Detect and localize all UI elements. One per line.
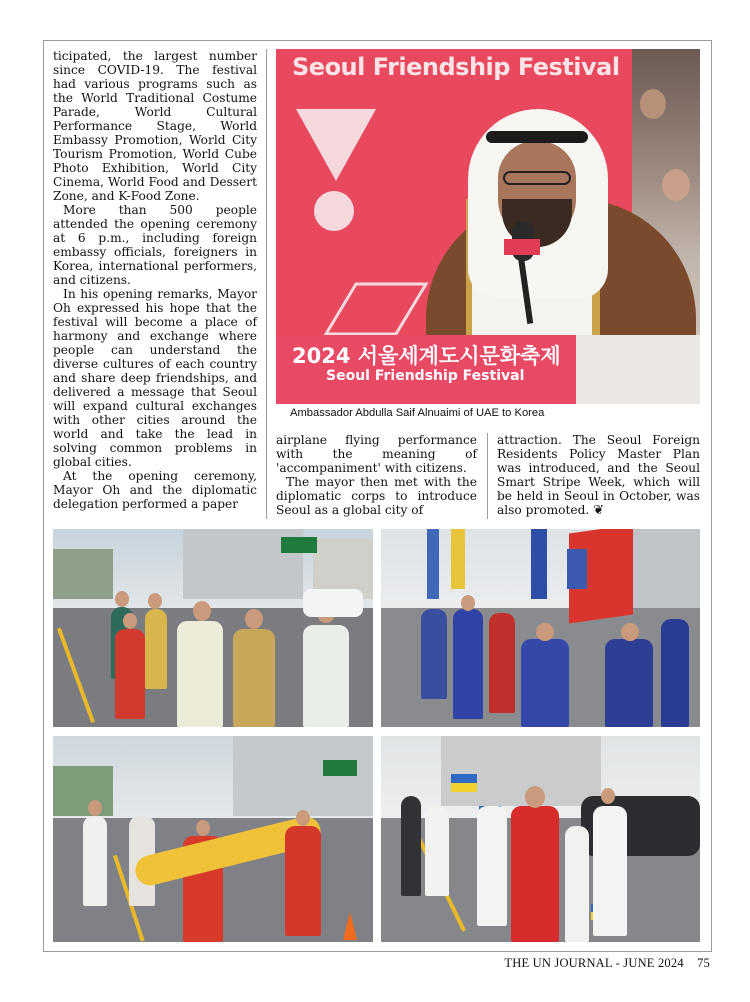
article-column-2 xyxy=(276,433,477,517)
paragraph: In his opening remarks, Mayor Oh expressed his hope that the festival will become a place of harmony and exchange where people can understand the diverse cultures of each country and share deep friendships, and delivered a message that Seoul will expand cultural exchanges with other cities around the world and take the lead in solving common problems in global cities. xyxy=(53,287,257,469)
paragraph: At the opening ceremony, Mayor Oh and the diplomatic delegation performed a paper xyxy=(53,469,257,511)
paragraph: ticipated, the largest number since COVID-19. The festival had various programs such as the World Traditional Costume Parade, World Cultural Performance Stage, World Embassy Promotion, World City Tourism Promotion, World Cube Photo Exhibition, World City Cinema, World Food and Dessert Zone, and K-Food Zone. xyxy=(53,49,257,203)
publication-name: THE UN JOURNAL - JUNE 2024 xyxy=(504,956,684,970)
paragraph: More than 500 people attended the opening ceremony at 6 p.m., including foreign embassy officials, foreigners in Korea, international performers, and citizens. xyxy=(53,203,257,287)
end-mark-icon: ❦ xyxy=(593,503,605,518)
podium-korean-title: 2024 서울세계도시문화축제 xyxy=(292,344,561,368)
road-sign xyxy=(323,760,357,776)
exclamation-triangle-shape xyxy=(296,109,376,181)
backdrop-line-art xyxy=(316,279,436,339)
page-number: 75 xyxy=(697,956,710,970)
parade-photo-4 xyxy=(381,736,700,942)
ukraine-flag xyxy=(451,774,477,792)
parade-photo-1 xyxy=(53,529,373,727)
speaker-glasses xyxy=(503,171,571,185)
article-column-3 xyxy=(497,433,700,518)
exclamation-dot-shape xyxy=(314,191,354,231)
woman-red-dress xyxy=(511,806,559,942)
parade-photo-2 xyxy=(381,529,700,727)
main-photo-ambassador xyxy=(276,49,700,404)
road-sign xyxy=(281,537,317,553)
column-divider xyxy=(487,433,488,519)
parade-photo-3 xyxy=(53,736,373,942)
paragraph: airplane flying performance with the meaning of 'accompaniment' with citizens. xyxy=(276,433,477,475)
column-divider xyxy=(266,49,267,519)
paragraph: The mayor then met with the diplomatic corps to introduce Seoul as a global city of xyxy=(276,475,477,517)
article-column-1 xyxy=(53,49,257,511)
podium-english-title: Seoul Friendship Festival xyxy=(326,368,525,384)
speaker-agal xyxy=(486,131,588,143)
paragraph xyxy=(497,433,700,518)
podium-side xyxy=(576,335,700,404)
microphone-flag xyxy=(504,239,540,255)
page-footer xyxy=(504,956,710,971)
paragraph-text: attraction. The Seoul Foreign Residents Policy Master Plan was introduced, and the Seoul Smart Stripe Week, which will be held in Seoul in October, was also promoted. xyxy=(497,433,700,517)
backdrop-title: Seoul Friendship Festival xyxy=(292,53,620,81)
photo-caption: Ambassador Abdulla Saif Alnuaimi of UAE to Korea xyxy=(290,407,545,419)
podium-banner xyxy=(276,335,576,404)
